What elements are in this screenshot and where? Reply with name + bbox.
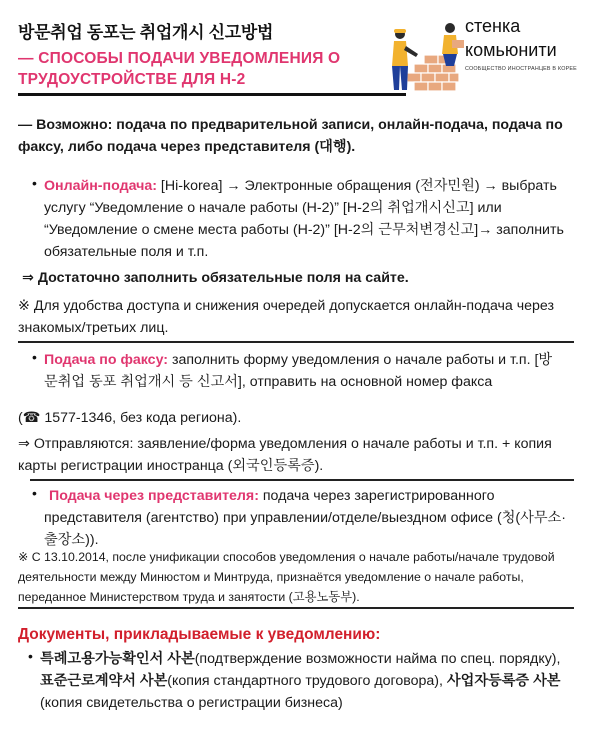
documents-list: [40, 648, 575, 714]
online-submission-label: Онлайн-подача:: [44, 178, 157, 194]
bullet-dot: •: [32, 485, 37, 501]
doc-standard-contract-desc: (копия стандартного трудового договора),: [167, 673, 447, 689]
documents-heading: Документы, прикладываемые к уведомлению:: [18, 626, 381, 643]
doc-employment-confirmation: 특례고용가능확인서 사본: [40, 651, 195, 667]
title-underline: [18, 93, 406, 96]
divider: [30, 479, 574, 481]
fax-submission-label: Подача по факсу:: [44, 352, 169, 368]
access-note: ※ Для удобства доступа и снижения очередей допускается онлайн-подача через знакомых/третьих лиц.: [18, 298, 555, 336]
bullet-dot: •: [32, 349, 37, 365]
doc-business-registration-desc: (копия свидетельства о регистрации бизнеса): [40, 695, 343, 711]
agent-submission-paragraph: [44, 485, 569, 551]
logo-tagline: СООБЩЕСТВО ИНОСТРАНЦЕВ В КОРЕЕ: [465, 66, 577, 72]
bullet-dot: •: [28, 648, 33, 664]
fax-sent-items: ⇒ Отправляются: заявление/форма уведомления о начале работы и т.п. + копия карты регистрации иностранца (외국인등록증).: [18, 436, 552, 474]
doc-employment-confirmation-desc: (подтверждение возможности найма по спец. порядку),: [194, 651, 561, 667]
intro-text: — Возможно: подача по предварительной записи, онлайн-подача, подача по факсу, либо подача через представителя (대행).: [18, 117, 563, 155]
bullet-dot: •: [32, 175, 37, 191]
logo-word-community: комьюнити: [465, 40, 557, 60]
workers-illustration-icon: [380, 14, 468, 94]
page-title-korean: 방문취업 동포는 취업개시 신고방법: [18, 23, 274, 42]
online-submission-paragraph: [44, 175, 569, 263]
agent-submission-label: Подача через представителя:: [49, 488, 259, 504]
doc-standard-contract: 표준근로계약서 사본: [40, 673, 168, 689]
online-submission-text: [Hi-korea] → Электронные обращения (전자민원) → выбрать услугу “Уведомление о начале работы (H-2)” [H-2의 취업개시신고] или “Уведомление о смене места работы (H-2)” [H-2의 근무처변경신고]→ заполнить обязательные поля и т.п.: [44, 178, 564, 260]
fax-number: (☎ 1577-1346, без кода региона).: [18, 410, 242, 426]
fax-submission-text: заполнить форму уведомления о начале работы и т.п. [방문취업 동포 취업개시 등 신고서], отправить на основной номер факса: [44, 352, 553, 390]
online-note: ⇒ Достаточно заполнить обязательные поля на сайте.: [22, 270, 409, 286]
logo-word-stenka: стенка: [465, 16, 521, 36]
doc-business-registration: 사업자등록증 사본: [446, 673, 561, 689]
divider: [18, 607, 574, 609]
divider: [18, 341, 574, 343]
agent-note: ※ С 13.10.2014, после унификации способов уведомления о начале работы/начале трудовой деятельности между Минюстом и Минтруда, признаётся уведомление о начале работы, переданное Министерством труда и занятости (고용노동부).: [18, 550, 555, 604]
page-title-russian: — СПОСОБЫ ПОДАЧИ УВЕДОМЛЕНИЯ О ТРУДОУСТРОЙСТВЕ ДЛЯ H-2: [18, 50, 341, 88]
fax-submission-paragraph: [44, 349, 564, 393]
agent-submission-text: подача через зарегистрированного представителя (агентство) при управлении/отделе/выездном офисе (청(사무소·출장소)).: [44, 488, 566, 548]
